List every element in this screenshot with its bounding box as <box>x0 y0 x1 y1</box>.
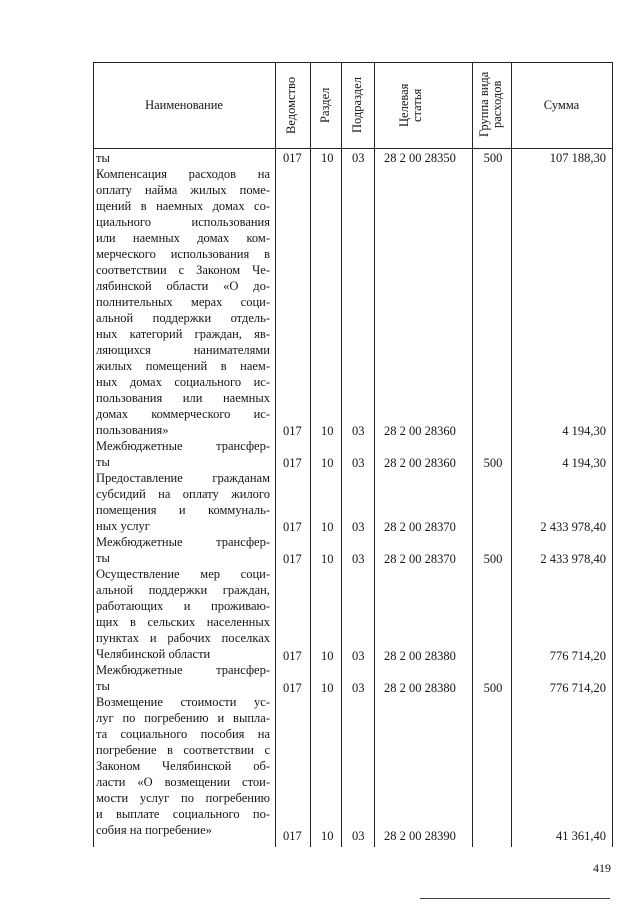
name-line: Осуществление мер соци- <box>96 567 270 581</box>
cell-section: 10 <box>321 424 334 438</box>
table-right-border <box>612 62 613 847</box>
cell-subsection: 03 <box>352 520 365 534</box>
cell-section: 10 <box>321 552 334 566</box>
name-line: и выплате социального по- <box>96 807 270 821</box>
cell-sum: 2 433 978,40 <box>540 520 606 534</box>
name-line: ных категорий граждан, яв- <box>96 327 270 341</box>
name-line: Компенсация расходов на <box>96 167 270 181</box>
cell-dept: 017 <box>283 456 302 470</box>
table-top-border <box>93 62 613 63</box>
header-name: Наименование <box>145 98 223 112</box>
table-left-border <box>93 62 94 847</box>
header-target-line2: статья <box>410 88 424 122</box>
cell-group: 500 <box>483 456 503 470</box>
cell-section: 10 <box>321 829 334 843</box>
col-divider-name <box>275 62 276 847</box>
name-line: Межбюджетные трансфер- <box>96 663 270 677</box>
name-line: пунктах и рабочих поселках <box>96 631 270 645</box>
header-group <box>478 64 504 144</box>
header-bottom-border <box>93 148 613 149</box>
name-line: соответствии с Законом Че- <box>96 263 270 277</box>
name-line: помещения и коммуналь- <box>96 503 270 517</box>
cell-dept: 017 <box>283 649 302 663</box>
name-line: луг по погребению и выпла- <box>96 711 270 725</box>
cell-section: 10 <box>321 649 334 663</box>
name-line: щений в наемных домах со- <box>96 199 270 213</box>
name-line: ты <box>96 151 110 165</box>
cell-sum: 4 194,30 <box>562 456 606 470</box>
cell-section: 10 <box>321 520 334 534</box>
cell-subsection: 03 <box>352 681 365 695</box>
name-line: Межбюджетные трансфер- <box>96 439 270 453</box>
name-line: ласти «О возмещении стои- <box>96 775 270 789</box>
name-line: Законом Челябинской об- <box>96 759 270 773</box>
cell-target: 28 2 00 28390 <box>384 829 456 843</box>
header-subsection: Подраздел <box>350 77 364 133</box>
name-line: Межбюджетные трансфер- <box>96 535 270 549</box>
name-line: субсидий на оплату жилого <box>96 487 270 501</box>
name-line: Челябинской области <box>96 647 211 661</box>
cell-target: 28 2 00 28350 <box>384 151 456 165</box>
name-line: домах коммерческого ис- <box>96 407 270 421</box>
name-line: Возмещение стоимости ус- <box>96 695 270 709</box>
name-line: альной поддержки граждан, <box>96 583 270 597</box>
header-section: Раздел <box>318 87 332 123</box>
header-dept: Ведомство <box>284 76 298 134</box>
cell-target: 28 2 00 28360 <box>384 424 456 438</box>
name-line: пользования или наемных <box>96 391 270 405</box>
name-line: альной поддержки отдель- <box>96 311 270 325</box>
footer-rule <box>420 898 610 899</box>
col-divider-target <box>472 62 473 847</box>
name-line: ляющихся нанимателями <box>96 343 270 357</box>
cell-target: 28 2 00 28380 <box>384 681 456 695</box>
name-line: погребение в соответствии с <box>96 743 270 757</box>
cell-dept: 017 <box>283 552 302 566</box>
name-line: та социального пособия на <box>96 727 270 741</box>
col-divider-section <box>341 62 342 847</box>
cell-target: 28 2 00 28380 <box>384 649 456 663</box>
cell-subsection: 03 <box>352 829 365 843</box>
header-target-line1: Целевая <box>397 83 411 127</box>
header-sum: Сумма <box>543 98 580 112</box>
cell-subsection: 03 <box>352 456 365 470</box>
cell-group: 500 <box>483 681 503 695</box>
cell-subsection: 03 <box>352 424 365 438</box>
cell-sum: 2 433 978,40 <box>540 552 606 566</box>
cell-section: 10 <box>321 151 334 165</box>
cell-subsection: 03 <box>352 649 365 663</box>
cell-dept: 017 <box>283 424 302 438</box>
header-group-line2: расходов <box>490 80 504 128</box>
header-group-line1: Группа вида <box>477 71 491 137</box>
name-line: работающих и проживаю- <box>96 599 270 613</box>
cell-group: 500 <box>483 552 503 566</box>
cell-section: 10 <box>321 681 334 695</box>
name-line: собия на погребение» <box>96 823 212 837</box>
name-line: мости услуг по погребению <box>96 791 270 805</box>
cell-group: 500 <box>483 151 503 165</box>
cell-sum: 776 714,20 <box>549 649 606 663</box>
name-line: мерческого использования в <box>96 247 270 261</box>
name-line: щих в сельских населенных <box>96 615 270 629</box>
name-line: ты <box>96 551 110 565</box>
name-line: ты <box>96 679 110 693</box>
name-line: циального использования <box>96 215 270 229</box>
cell-dept: 017 <box>283 520 302 534</box>
name-line: полнительных мерах соци- <box>96 295 270 309</box>
cell-target: 28 2 00 28360 <box>384 456 456 470</box>
header-target <box>398 68 424 142</box>
cell-section: 10 <box>321 456 334 470</box>
cell-dept: 017 <box>283 151 302 165</box>
cell-subsection: 03 <box>352 151 365 165</box>
name-line: ных услуг <box>96 519 150 533</box>
cell-target: 28 2 00 28370 <box>384 552 456 566</box>
cell-subsection: 03 <box>352 552 365 566</box>
cell-sum: 4 194,30 <box>562 424 606 438</box>
cell-dept: 017 <box>283 681 302 695</box>
name-line: лябинской области «О до- <box>96 279 270 293</box>
name-line: пользования» <box>96 423 169 437</box>
cell-sum: 107 188,30 <box>549 151 606 165</box>
cell-sum: 41 361,40 <box>556 829 606 843</box>
col-divider-subsection <box>374 62 375 847</box>
name-line: ных домах социального ис- <box>96 375 270 389</box>
name-line: или наемных домах ком- <box>96 231 270 245</box>
page-number: 419 <box>593 861 611 875</box>
cell-sum: 776 714,20 <box>549 681 606 695</box>
cell-dept: 017 <box>283 829 302 843</box>
name-line: жилых помещений в наем- <box>96 359 270 373</box>
name-line: оплату найма жилых поме- <box>96 183 270 197</box>
name-line: Предоставление гражданам <box>96 471 270 485</box>
cell-target: 28 2 00 28370 <box>384 520 456 534</box>
name-line: ты <box>96 455 110 469</box>
